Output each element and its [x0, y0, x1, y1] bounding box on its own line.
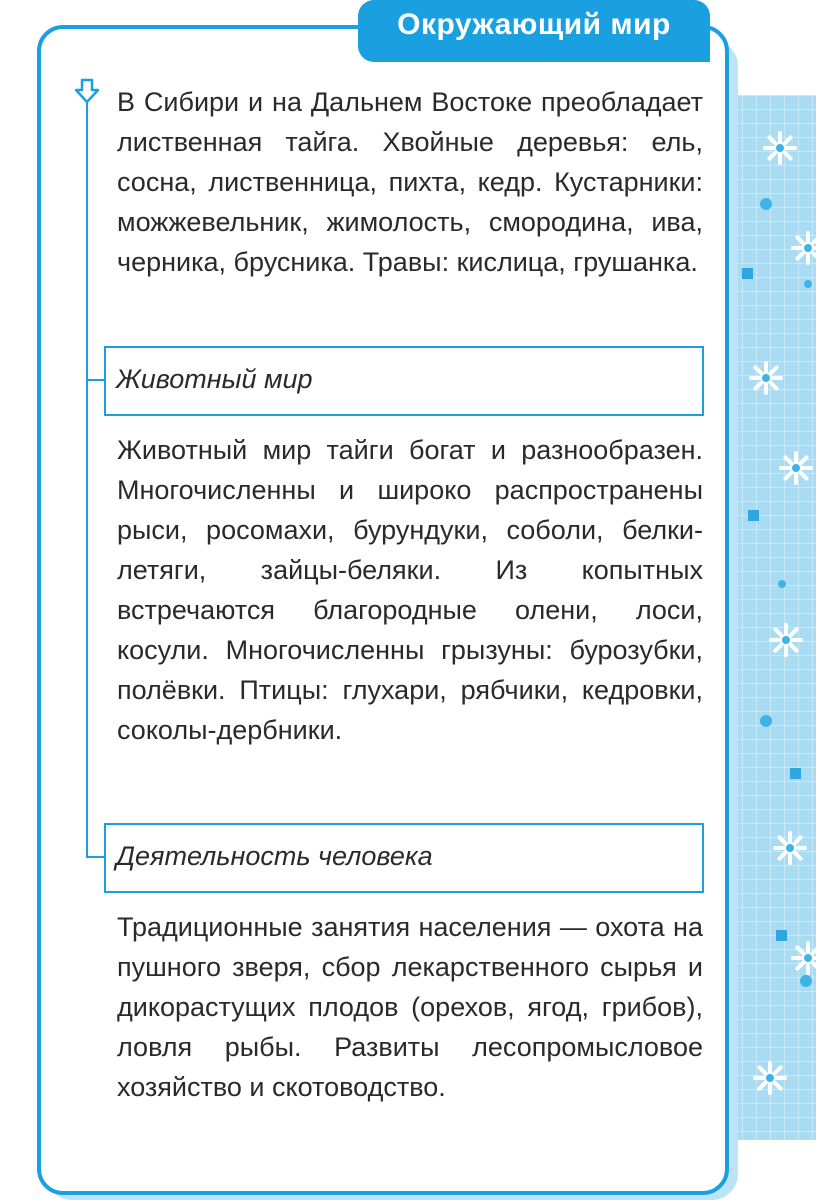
- square-decoration: [742, 268, 753, 279]
- snowflake-icon: [778, 450, 814, 486]
- intro-paragraph: В Сибири и на Дальнем Востоке преобладает лиственная тайга. Хвойные деревья: ель, сосна, лиственница, пихта, кедр. Кустарники: можжевельник, жимолость, смородина, ива, черника, брусника. Травы: кислица, грушанка.: [117, 87, 703, 277]
- square-decoration: [748, 510, 759, 521]
- page-title: Окружающий мир: [397, 8, 671, 41]
- section-heading-box: [104, 823, 704, 893]
- dot-decoration: [760, 715, 772, 727]
- snowflake-icon: [752, 1060, 788, 1096]
- dot-decoration: [778, 580, 786, 588]
- human-activity-paragraph: Традиционные занятия населения — охота на пушного зверя, сбор лекарственного сырья и дикорастущих плодов (орехов, ягод, грибов), ловля рыбы. Развиты лесопромысловое хозяйство и скотоводство.: [117, 912, 703, 1102]
- snowflake-icon: [768, 622, 804, 658]
- snowflake-icon: [772, 830, 808, 866]
- animals-paragraph: Животный мир тайги богат и разнообразен. Многочисленны и широко распространены рыси, росомахи, бурундуки, соболи, белки-летяги, зайцы-беляки. Из копытных встречаются благородные олени, лоси, косули. Многочисленны грызуны: бурозубки, полёвки. Птицы: глухари, рябчики, кедровки, соколы-дербники.: [117, 435, 703, 745]
- section-heading: Животный мир: [116, 364, 313, 394]
- dot-decoration: [760, 198, 772, 210]
- section-heading: Деятельность человека: [116, 841, 433, 871]
- snowflake-icon: [762, 130, 798, 166]
- square-decoration: [790, 768, 801, 779]
- tree-line: [86, 92, 88, 857]
- dot-decoration: [800, 975, 812, 987]
- arrow-down-icon: [74, 78, 100, 106]
- branch-connector: [86, 856, 106, 858]
- section-heading-box: [104, 346, 704, 416]
- dot-decoration: [804, 280, 812, 288]
- branch-connector: [86, 379, 106, 381]
- square-decoration: [776, 930, 787, 941]
- snowflake-icon: [790, 230, 816, 266]
- snowflake-icon: [748, 360, 784, 396]
- snowflake-icon: [790, 940, 816, 976]
